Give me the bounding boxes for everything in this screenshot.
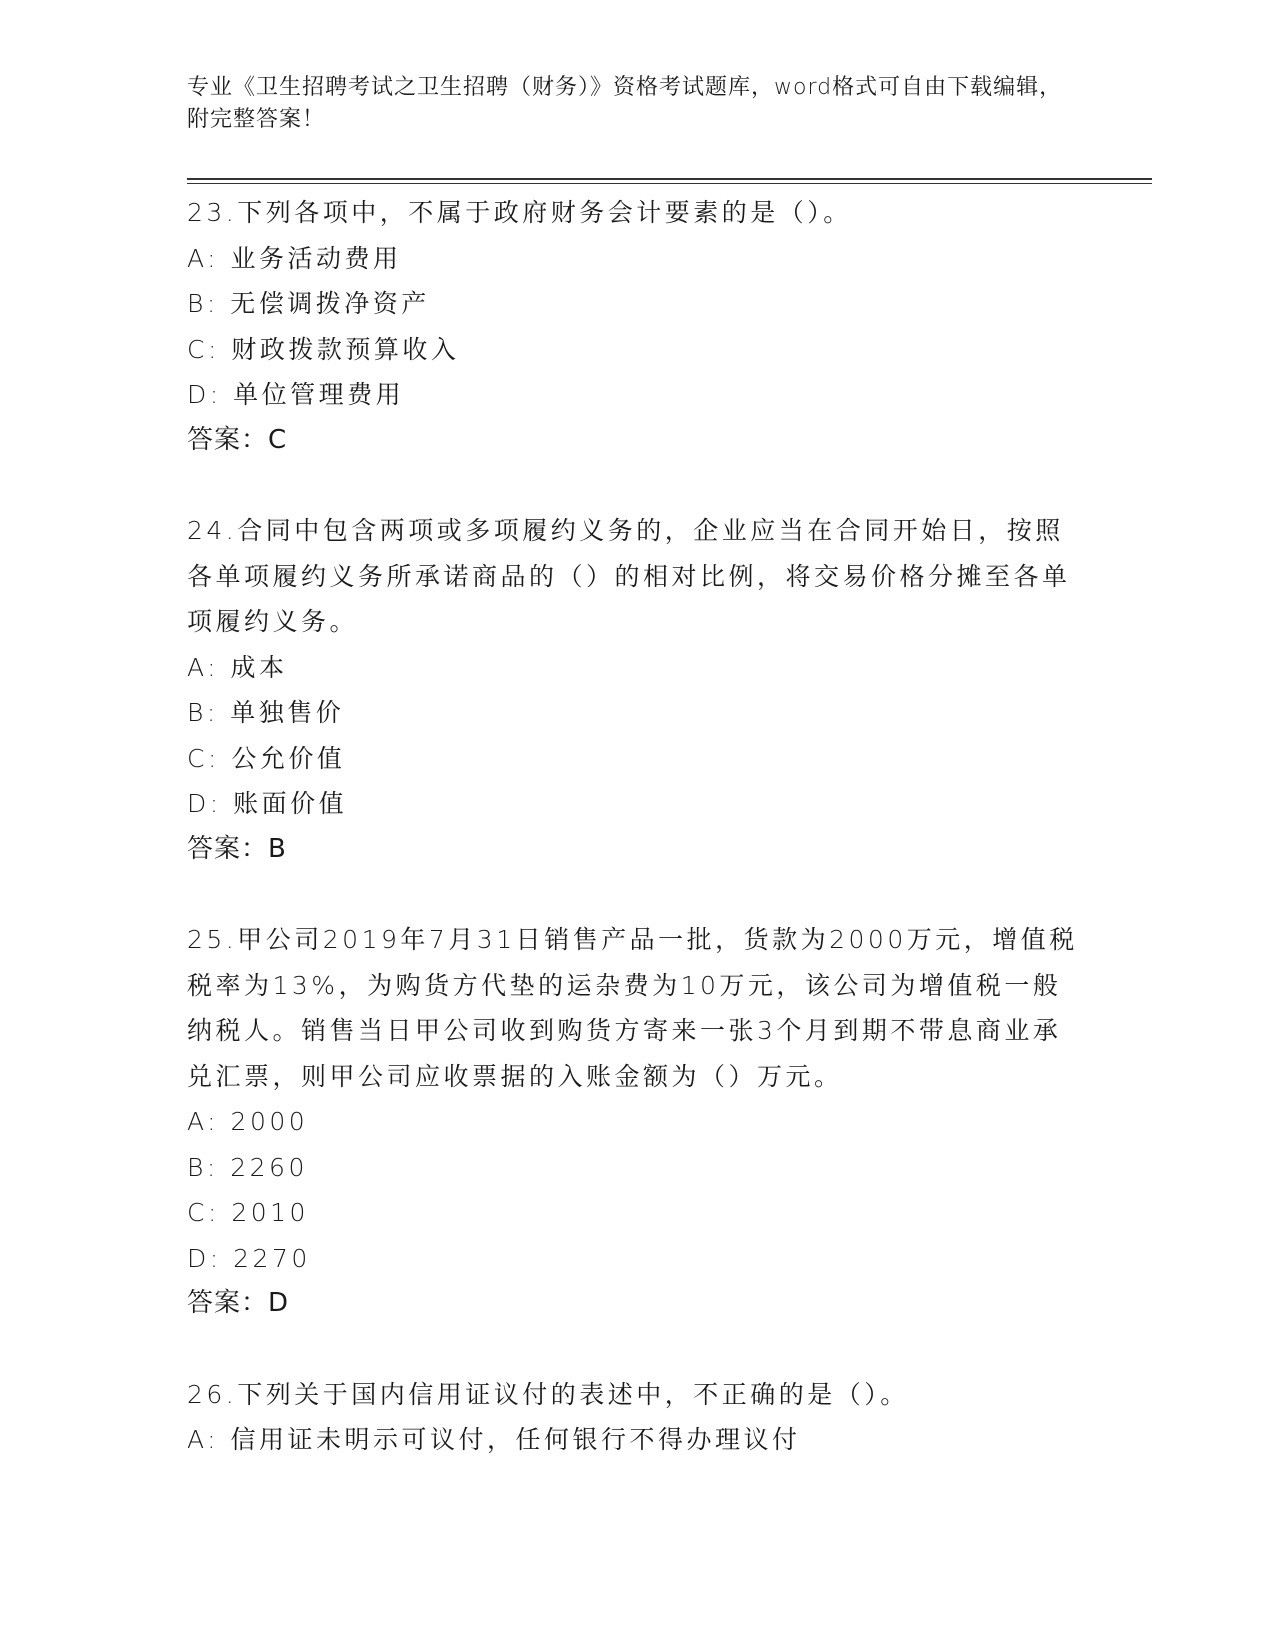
answer-line: 答案：D — [187, 1288, 290, 1318]
option-c — [187, 736, 1087, 782]
option-c — [187, 327, 1087, 373]
question-23 — [187, 190, 1087, 463]
option-d — [187, 781, 1087, 827]
question-26 — [187, 1372, 1087, 1463]
header-divider-thick — [187, 178, 1152, 180]
option-a — [187, 1417, 1087, 1463]
option-key: D: — [187, 380, 222, 409]
option-text: 信用证未明示可议付，任何银行不得办理议付 — [230, 1425, 801, 1454]
option-key: C: — [187, 743, 220, 773]
question-stem: 24.合同中包含两项或多项履约义务的，企业应当在合同开始日，按照各单项履约义务所承诺商品的（）的相对比例，将交易价格分摊至各单项履约义务。 — [187, 516, 1071, 636]
option-text: 2000 — [230, 1107, 309, 1136]
option-a — [187, 645, 1087, 691]
option-a — [187, 236, 1087, 282]
option-key: A: — [187, 652, 220, 682]
option-text: 成本 — [230, 652, 288, 682]
question-25 — [187, 917, 1087, 1327]
header-divider-thin — [187, 183, 1152, 184]
option-key: C: — [187, 1198, 220, 1227]
option-b — [187, 1145, 1087, 1191]
option-key: D: — [187, 1243, 222, 1273]
question-stem: 25.甲公司2019年7月31日销售产品一批，货款为2000万元，增值税税率为13%，为购货方代垫的运杂费为10万元，该公司为增值税一般纳税人。销售当日甲公司收到购货方寄来一张3个月到期不带息商业承兑汇票，则甲公司应收票据的入账金额为（）万元。 — [187, 925, 1078, 1091]
option-b — [187, 281, 1087, 327]
option-text: 2270 — [233, 1243, 311, 1273]
answer-line: 答案：B — [187, 833, 287, 864]
option-text: 2010 — [231, 1198, 309, 1227]
option-text: 账面价值 — [233, 789, 348, 818]
option-a — [187, 1099, 1087, 1145]
option-text: 2260 — [230, 1152, 308, 1182]
option-d — [187, 1236, 1087, 1282]
option-c — [187, 1190, 1087, 1236]
option-key: B: — [187, 698, 219, 727]
question-spacer — [187, 872, 1087, 917]
option-b — [187, 690, 1087, 736]
question-spacer — [187, 463, 1087, 508]
option-key: C: — [187, 334, 220, 364]
question-stem: 23.下列各项中，不属于政府财务会计要素的是（）。 — [187, 198, 852, 227]
option-text: 单独售价 — [230, 698, 345, 727]
question-stem: 26.下列关于国内信用证议付的表述中，不正确的是（）。 — [187, 1379, 909, 1409]
option-text: 业务活动费用 — [230, 243, 402, 273]
option-d — [187, 372, 1087, 418]
option-text: 公允价值 — [231, 743, 346, 773]
answer-line: 答案：C — [187, 424, 288, 455]
question-list — [187, 190, 1087, 1463]
option-key: A: — [187, 1425, 220, 1454]
option-key: A: — [187, 243, 220, 273]
document-header-note: 专业《卫生招聘考试之卫生招聘（财务）》资格考试题库，word格式可自由下载编辑，附完整答案！ — [187, 75, 1063, 132]
option-text: 财政拨款预算收入 — [231, 334, 460, 364]
option-key: B: — [187, 289, 219, 318]
question-spacer — [187, 1327, 1087, 1372]
question-24 — [187, 508, 1087, 872]
option-key: D: — [187, 789, 222, 818]
option-key: A: — [187, 1107, 220, 1136]
option-text: 单位管理费用 — [233, 380, 405, 409]
option-key: B: — [187, 1152, 219, 1182]
option-text: 无偿调拨净资产 — [230, 289, 430, 318]
